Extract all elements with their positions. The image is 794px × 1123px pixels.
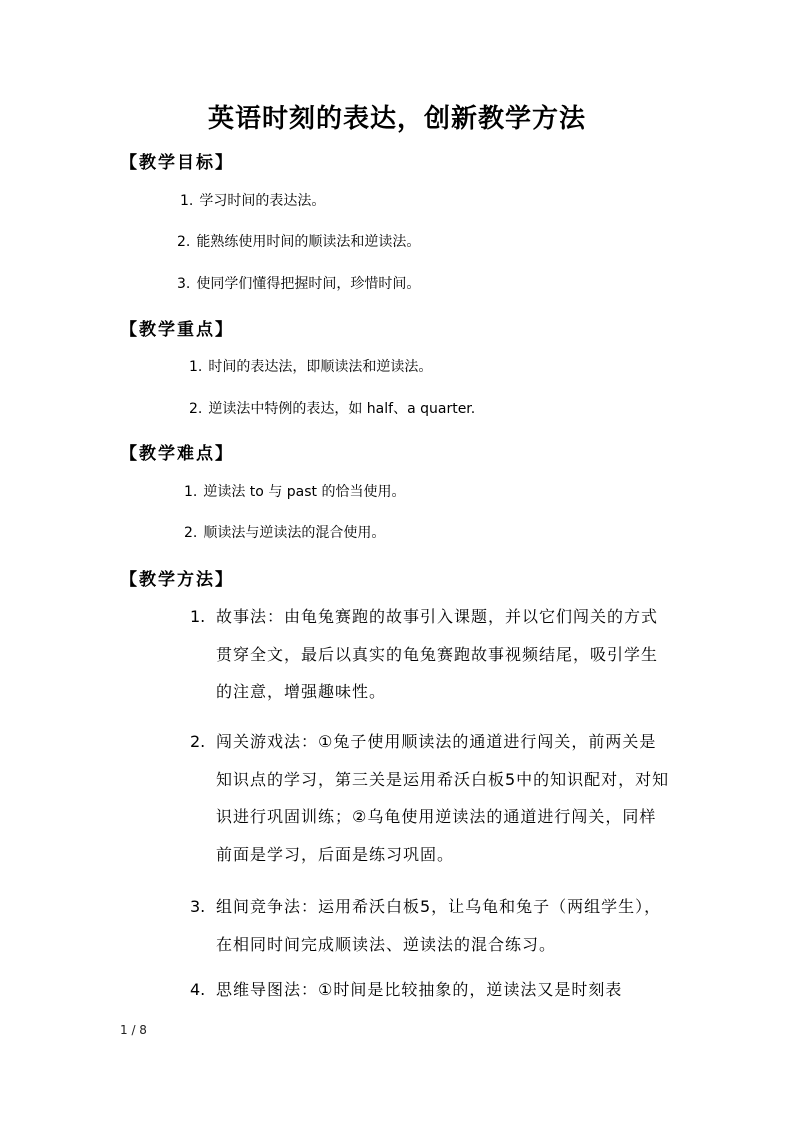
key-point-text: 时间的表达法，即顺读法和逆读法。 [208,359,433,375]
heading-key-points: 【教学重点】 [120,320,234,340]
objective-item-1 [180,190,325,210]
heading-difficulties: 【教学难点】 [120,444,234,464]
objective-text: 学习时间的表达法。 [199,193,326,209]
heading-methods: 【教学方法】 [120,570,234,590]
difficulty-number: 1. [184,484,198,500]
difficulty-number: 2. [184,525,198,541]
method-number: 4. [190,980,206,999]
page-number: 1 / 8 [120,1023,147,1037]
method-item-3 [190,888,670,963]
key-point-number: 1. [189,359,203,375]
key-point-item-2 [189,398,475,418]
method-item-1 [190,598,670,711]
method-text: 闯关游戏法：①兔子使用顺读法的通道进行闯关，前两关是知识点的学习，第三关是运用希沃白板5中的知识配对，对知识进行巩固训练；②乌龟使用逆读法的通道进行闯关，同样前面是学习，后面是练习巩固。 [216,732,670,864]
method-item-4 [190,971,670,1009]
difficulty-text: 逆读法 to 与 past 的恰当使用。 [203,484,406,500]
objective-number: 1. [180,193,194,209]
key-point-item-1 [189,356,432,376]
document-title: 英语时刻的表达，创新教学方法 [207,104,586,134]
objective-item-2 [177,231,420,251]
method-number: 3. [190,897,206,916]
method-text: 故事法：由龟兔赛跑的故事引入课题，并以它们闯关的方式贯穿全文，最后以真实的龟兔赛跑故事视频结尾，吸引学生的注意，增强趣味性。 [216,607,659,701]
difficulty-item-1 [184,481,405,501]
objective-number: 3. [177,276,191,292]
method-text: 组间竞争法：运用希沃白板5，让乌龟和兔子（两组学生），在相同时间完成顺读法、逆读法的混合练习。 [216,897,662,954]
objective-text: 能熟练使用时间的顺读法和逆读法。 [196,234,421,250]
objective-number: 2. [177,234,191,250]
method-number: 2. [190,732,206,751]
method-text: 思维导图法：①时间是比较抽象的，逆读法又是时刻表 [216,980,623,999]
key-point-text: 逆读法中特例的表达，如 half、a quarter. [208,401,476,417]
method-item-2 [190,723,670,873]
key-point-number: 2. [189,401,203,417]
objective-text: 使同学们懂得把握时间，珍惜时间。 [196,276,421,292]
heading-objectives: 【教学目标】 [120,153,234,173]
objective-item-3 [177,273,420,293]
method-number: 1. [190,607,206,626]
difficulty-item-2 [184,522,385,542]
difficulty-text: 顺读法与逆读法的混合使用。 [203,525,386,541]
